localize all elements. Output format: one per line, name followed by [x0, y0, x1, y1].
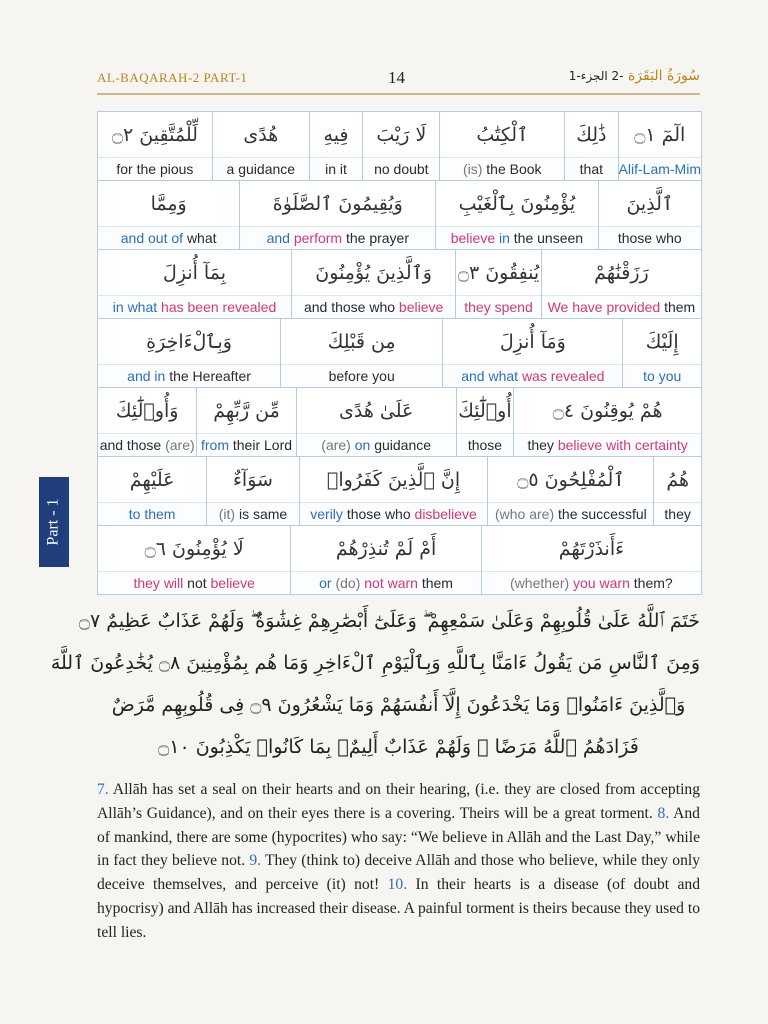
arabic-word: هُمُ — [666, 468, 689, 491]
grid-row — [98, 526, 701, 594]
english-gloss — [456, 295, 541, 318]
arabic-verse-line: وَمِنَ ٱلنَّاسِ مَن يَقُولُ ءَامَنَّا بِٱللَّهِ وَبِٱلْيَوْمِ ٱلْءَاخِرِ وَمَا هُم بِمُؤْمِنِينَ ۝٨ يُخَٰدِعُونَ ٱللَّهَ — [50, 652, 700, 674]
grid-cell — [299, 457, 488, 525]
arabic-word: ءَأَنذَرْتَهُمْ — [558, 537, 625, 560]
arabic-word: إِنَّ ٱلَّذِينَ كَفَرُوا۟ — [326, 468, 461, 491]
english-translation — [97, 778, 700, 945]
grid-cell — [296, 388, 456, 456]
gloss-segment: you warn — [569, 575, 630, 591]
arabic-word: مِن قَبْلِكَ — [327, 330, 396, 353]
gloss-segment: (do) — [335, 575, 365, 591]
gloss-segment: the Hereafter — [169, 368, 251, 384]
arabic-word: مِّن رَّبِّهِمْ — [213, 399, 280, 422]
gloss-segment: those who — [617, 230, 682, 246]
arabic-word: وَأُو۟لَٰٓئِكَ — [115, 399, 179, 422]
header-left: AL-BAQARAH-2 PART-1 — [97, 70, 248, 85]
gloss-segment: to them — [128, 506, 176, 522]
gloss-segment: their Lord — [232, 437, 293, 453]
gloss-segment: or — [319, 575, 336, 591]
english-gloss — [654, 502, 701, 525]
gloss-segment: that — [579, 161, 603, 177]
gloss-segment: not — [187, 575, 207, 591]
gloss-segment: a guidance — [226, 161, 296, 177]
english-gloss — [300, 502, 488, 525]
english-gloss — [436, 226, 597, 249]
word-by-word-grid — [97, 111, 702, 595]
gloss-segment: perform — [293, 230, 343, 246]
gloss-segment: has been revealed — [161, 299, 277, 315]
english-gloss — [207, 502, 298, 525]
english-gloss — [297, 433, 456, 456]
grid-cell — [239, 181, 435, 249]
grid-cell — [98, 388, 196, 456]
english-gloss — [457, 433, 514, 456]
grid-cell — [98, 319, 280, 387]
arabic-verse-line: خَتَمَ ٱللَّهُ عَلَىٰ قُلُوبِهِمْ وَعَلَىٰ سَمْعِهِمْ ۖ وَعَلَىٰٓ أَبْصَٰرِهِمْ غِشَٰوَةٌ ۖ وَلَهُمْ عَذَابٌ عَظِيمٌ ۝٧ — [78, 610, 700, 632]
grid-cell — [487, 457, 653, 525]
gloss-segment: (is) — [462, 161, 483, 177]
arabic-word: فِيهِ — [323, 123, 349, 146]
verse-text: They (think to) deceive Allāh and those who believe, while they only deceive themselves, and perceive (it) not! — [97, 852, 700, 894]
gloss-segment: guidance — [374, 437, 432, 453]
grid-row — [98, 250, 701, 319]
gloss-segment: was revealed — [521, 368, 605, 384]
page-number: 14 — [388, 68, 405, 87]
gloss-segment: the Book — [482, 161, 542, 177]
grid-cell — [598, 181, 701, 249]
english-gloss — [98, 502, 206, 525]
grid-cell — [622, 319, 701, 387]
grid-cell — [291, 250, 455, 318]
gloss-segment: those — [467, 437, 503, 453]
gloss-segment: they will — [133, 575, 188, 591]
english-gloss — [292, 295, 455, 318]
arabic-word: إِلَيْكَ — [645, 330, 679, 353]
arabic-word: عَلَيْهِمْ — [129, 468, 175, 491]
arabic-word: هُدًى — [243, 123, 279, 146]
arabic-word: ذَٰلِكَ — [576, 123, 607, 146]
english-gloss — [599, 226, 701, 249]
arabic-word: بِمَآ أُنزِلَ — [163, 261, 226, 284]
gloss-segment: the unseen — [513, 230, 584, 246]
grid-row — [98, 112, 701, 181]
arabic-word: ٱلْمُفْلِحُونَ ۝٥ — [517, 468, 625, 491]
grid-cell — [98, 526, 290, 594]
gloss-segment: the successful — [554, 506, 647, 522]
arabic-word: ٱلْكِتَٰبُ — [476, 123, 529, 146]
gloss-segment: (are) — [321, 437, 351, 453]
english-gloss — [240, 226, 435, 249]
english-gloss — [98, 295, 291, 318]
arabic-word: وَمَآ أُنزِلَ — [499, 330, 566, 353]
gloss-segment: We have provided — [547, 299, 661, 315]
header-surah — [569, 68, 700, 84]
gloss-segment: them? — [629, 575, 673, 591]
grid-cell — [442, 319, 622, 387]
english-gloss — [482, 571, 701, 594]
english-gloss — [443, 364, 622, 387]
arabic-word: لَا يُؤْمِنُونَ ۝٦ — [144, 537, 244, 560]
arabic-word: رَزَقْنَٰهُمْ — [594, 261, 649, 284]
arabic-word: وَبِٱلْءَاخِرَةِ — [146, 330, 232, 353]
gloss-segment: and in — [127, 368, 170, 384]
english-gloss — [440, 157, 564, 180]
arabic-word: أَمْ لَمْ تُنذِرْهُمْ — [335, 537, 437, 560]
arabic-word: ٱلَّذِينَ — [626, 192, 674, 215]
arabic-word: لِّلْمُتَّقِينَ ۝٢ — [111, 123, 198, 146]
grid-cell — [98, 457, 206, 525]
gloss-segment: they — [527, 437, 558, 453]
gloss-segment: before you — [328, 368, 395, 384]
gloss-segment: those who — [346, 506, 415, 522]
gloss-segment: not warn — [364, 575, 418, 591]
gloss-segment: and those who — [303, 299, 399, 315]
english-gloss — [514, 433, 701, 456]
arabic-word: وَيُقِيمُونَ ٱلصَّلَوٰةَ — [272, 192, 403, 215]
grid-cell — [212, 112, 309, 180]
english-gloss — [98, 157, 212, 180]
gloss-segment: from — [200, 437, 233, 453]
gloss-segment: in — [495, 230, 514, 246]
arabic-word: وَٱلَّذِينَ يُؤْمِنُونَ — [315, 261, 432, 284]
grid-cell — [196, 388, 295, 456]
gloss-segment: the prayer — [342, 230, 410, 246]
english-gloss — [197, 433, 295, 456]
arabic-word: يُؤْمِنُونَ بِٱلْغَيْبِ — [458, 192, 576, 215]
english-gloss — [363, 157, 439, 180]
verse-number: 9. — [249, 852, 262, 870]
english-gloss — [310, 157, 362, 180]
gloss-segment: no doubt — [374, 161, 429, 177]
english-gloss — [98, 433, 196, 456]
grid-cell — [280, 319, 442, 387]
gloss-segment: and out of — [120, 230, 187, 246]
gloss-segment: (are) — [165, 437, 195, 453]
grid-cell — [290, 526, 480, 594]
verse-text: Allāh has set a seal on their hearts and on their hearing, (i.e. they are closed from accepting Allāh’s Guidance), and on their eyes there is a covering. Theirs will be a great torment. — [97, 781, 700, 822]
grid-cell — [653, 457, 701, 525]
arabic-word: أُو۟لَٰٓئِكَ — [458, 399, 512, 422]
gloss-segment: and what — [461, 368, 522, 384]
gloss-segment: is same — [235, 506, 288, 522]
grid-cell — [98, 112, 212, 180]
english-gloss — [619, 157, 701, 180]
part-label: -2 الجزء-1 — [568, 69, 624, 83]
english-gloss — [98, 571, 290, 594]
grid-cell — [481, 526, 701, 594]
arabic-word: هُمْ يُوقِنُونَ ۝٤ — [552, 399, 663, 422]
part-side-tab — [39, 477, 69, 567]
verse-number: 8. — [657, 804, 670, 822]
gloss-segment: to you — [643, 368, 682, 384]
english-gloss — [291, 571, 480, 594]
gloss-segment: them — [660, 299, 696, 315]
english-gloss — [98, 364, 280, 387]
gloss-segment: in it — [325, 161, 347, 177]
grid-row — [98, 319, 701, 388]
grid-cell — [98, 250, 291, 318]
grid-row — [98, 181, 701, 250]
grid-cell — [439, 112, 564, 180]
arabic-word: لَا رَيْبَ — [376, 123, 427, 146]
gloss-segment: they — [664, 506, 691, 522]
arabic-word: سَوَآءٌ — [232, 468, 273, 491]
gloss-segment: (whether) — [510, 575, 570, 591]
grid-cell — [456, 388, 514, 456]
gloss-segment: for the pious — [116, 161, 194, 177]
grid-cell — [435, 181, 597, 249]
gloss-segment: what — [186, 230, 217, 246]
grid-cell — [455, 250, 541, 318]
header-rule — [97, 93, 700, 95]
arabic-word: يُنفِقُونَ ۝٣ — [457, 261, 540, 284]
english-gloss — [213, 157, 309, 180]
grid-cell — [98, 181, 239, 249]
arabic-word: عَلَىٰ هُدًى — [338, 399, 414, 422]
gloss-segment: (it) — [218, 506, 236, 522]
gloss-segment: believe — [450, 230, 496, 246]
english-gloss — [488, 502, 653, 525]
grid-cell — [541, 250, 701, 318]
grid-cell — [206, 457, 298, 525]
grid-row — [98, 457, 701, 526]
english-gloss — [281, 364, 442, 387]
arabic-verse-line: وَٱلَّذِينَ ءَامَنُوا۟ وَمَا يَخْدَعُونَ إِلَّآ أَنفُسَهُمْ وَمَا يَشْعُرُونَ ۝٩ فِى قُلُوبِهِم مَّرَضٌ — [111, 694, 686, 716]
gloss-segment: and those — [99, 437, 166, 453]
surah-name: سُورَةُ البَقَرَة — [627, 68, 700, 84]
grid-row — [98, 388, 701, 457]
verse-number: 10. — [387, 876, 408, 894]
english-gloss — [542, 295, 701, 318]
grid-cell — [618, 112, 701, 180]
gloss-segment: in what — [112, 299, 162, 315]
gloss-segment: them — [417, 575, 453, 591]
grid-cell — [513, 388, 701, 456]
grid-cell — [362, 112, 439, 180]
gloss-segment: and — [266, 230, 294, 246]
gloss-segment: on — [350, 437, 375, 453]
gloss-segment: they spend — [464, 299, 533, 315]
gloss-segment: Alif-Lam-Mim — [618, 161, 701, 177]
grid-cell — [309, 112, 362, 180]
arabic-word: وَمِمَّا — [150, 192, 187, 215]
verse-text: In their hearts is a disease (of doubt and hypocrisy) and Allāh has increased their disease. A painful torment is theirs because they used to tell lies. — [97, 876, 700, 941]
gloss-segment: believe — [398, 299, 444, 315]
part-tab-label: Part - 1 — [45, 498, 63, 546]
gloss-segment: believe with certainty — [557, 437, 688, 453]
arabic-verses — [50, 600, 700, 768]
arabic-word: الٓمٓ ۝١ — [634, 123, 686, 146]
gloss-segment: believe — [206, 575, 255, 591]
verse-number: 7. — [97, 781, 109, 798]
gloss-segment: verily — [310, 506, 347, 522]
grid-cell — [564, 112, 617, 180]
english-gloss — [565, 157, 617, 180]
verse-text: And of mankind, there are some (hypocrites) who say: “We believe in Allāh and the Last Day,” while in fact they believe not. — [97, 804, 700, 870]
gloss-segment: (who are) — [494, 506, 555, 522]
gloss-segment: disbelieve — [414, 506, 477, 522]
english-gloss — [623, 364, 701, 387]
english-gloss — [98, 226, 239, 249]
arabic-verse-line: فَزَادَهُمُ ٱللَّهُ مَرَضًا ۖ وَلَهُمْ عَذَابٌ أَلِيمٌۢ بِمَا كَانُوا۟ يَكْذِبُونَ ۝١٠ — [158, 736, 639, 758]
